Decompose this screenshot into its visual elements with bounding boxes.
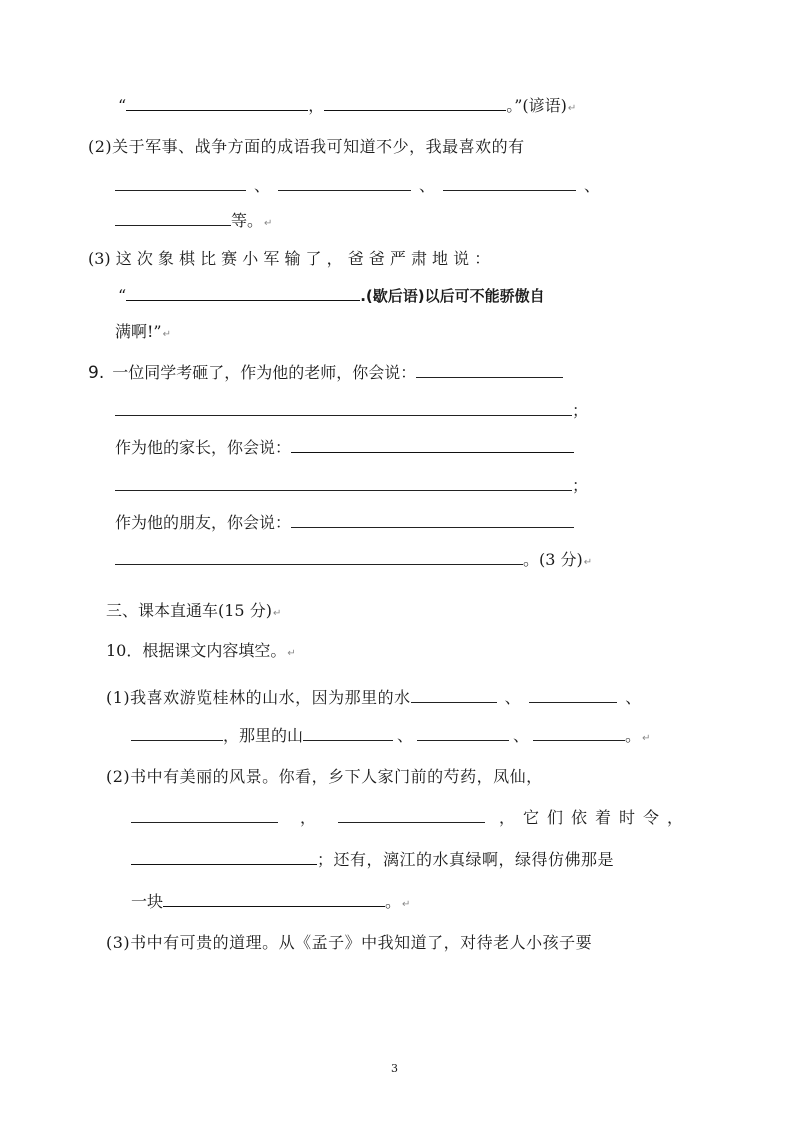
q10-part2-line3: ；还有，漓江的水真绿啊，绿得仿佛那是 [131,850,614,870]
q9-teacher-line: 9. 一位同学考砸了，作为他的老师，你会说： [88,363,563,383]
q8-part3-label: (3) 这 次 象 棋 比 赛 小 军 输 了 ， 爸 爸 严 肃 地 说 ： [88,249,491,268]
q8-part2-label: (2)关于军事、战争方面的成语我可知道不少，我最喜欢的有 [88,137,525,156]
idiom-blank-3[interactable] [443,176,576,191]
proverb-blank-2[interactable] [324,96,506,111]
xiehouyu-blank[interactable] [126,286,360,301]
flower-blank-1[interactable] [131,808,278,823]
friend-blank-2[interactable] [115,550,523,565]
q10-part2-line1: (2)书中有美丽的风景。你看，乡下人家门前的芍药，凤仙， [106,767,543,786]
friend-blank-1[interactable] [291,513,574,528]
q10-title: 10．根据课文内容填空。↵ [106,641,296,660]
page-number: 3 [391,1062,398,1075]
parent-blank-2[interactable] [115,476,572,491]
xiehouyu-line: “ .(歇后语)以后可不能骄傲自 [118,286,545,305]
teacher-blank-2[interactable] [115,401,572,416]
q10-part1-line2: ，那里的山 、 、 。↵ [131,726,650,749]
water-blank-3[interactable] [131,726,223,741]
mountain-blank-2[interactable] [417,726,509,741]
proverb-tag: 。”(谚语) [506,96,567,115]
teacher-blank-1[interactable] [416,363,563,378]
water-blank-1[interactable] [411,688,497,703]
section-3-title: 三、课本直通车(15 分)↵ [106,601,282,620]
q9-parent-line: 作为他的家长，你会说： [115,438,574,458]
q10-part2-line2: ， ，它们依着时令， [131,808,691,828]
idiom-blank-4[interactable] [115,211,231,226]
mountain-blank-1[interactable] [303,726,393,741]
q9-friend-line: 作为他的朋友，你会说： [115,513,574,533]
q9-teacher-line-2: ； [115,401,588,421]
open-quote: “ [118,96,127,115]
lijiang-blank[interactable] [163,892,385,907]
flower-blank-3[interactable] [131,850,317,865]
question-number: 9. [88,363,105,383]
idiom-blank-row-1: 、 、 、 [115,176,600,196]
q10-part1-line1: (1)我喜欢游览桂林的山水，因为那里的水 、 、 [106,688,642,707]
proverb-blank-1[interactable] [126,96,308,111]
idiom-blank-1[interactable] [115,176,246,191]
q9-friend-line-2: 。(3 分)↵ [115,550,592,573]
idiom-blank-row-2: 等。↵ [115,211,272,234]
q10-part3-line1: (3)书中有可贵的道理。从《孟子》中我知道了，对待老人小孩子要 [106,933,593,952]
mountain-blank-3[interactable] [533,726,625,741]
idiom-blank-2[interactable] [278,176,411,191]
parent-blank-1[interactable] [291,438,574,453]
water-blank-2[interactable] [529,688,617,703]
q9-parent-line-2: ； [115,476,588,496]
xiehouyu-end: 满啊!”↵ [115,322,172,341]
flower-blank-2[interactable] [338,808,485,823]
proverb-line: “ ， 。”(谚语)↵ [118,96,577,115]
q10-part2-line4: 一块 。↵ [131,892,411,911]
